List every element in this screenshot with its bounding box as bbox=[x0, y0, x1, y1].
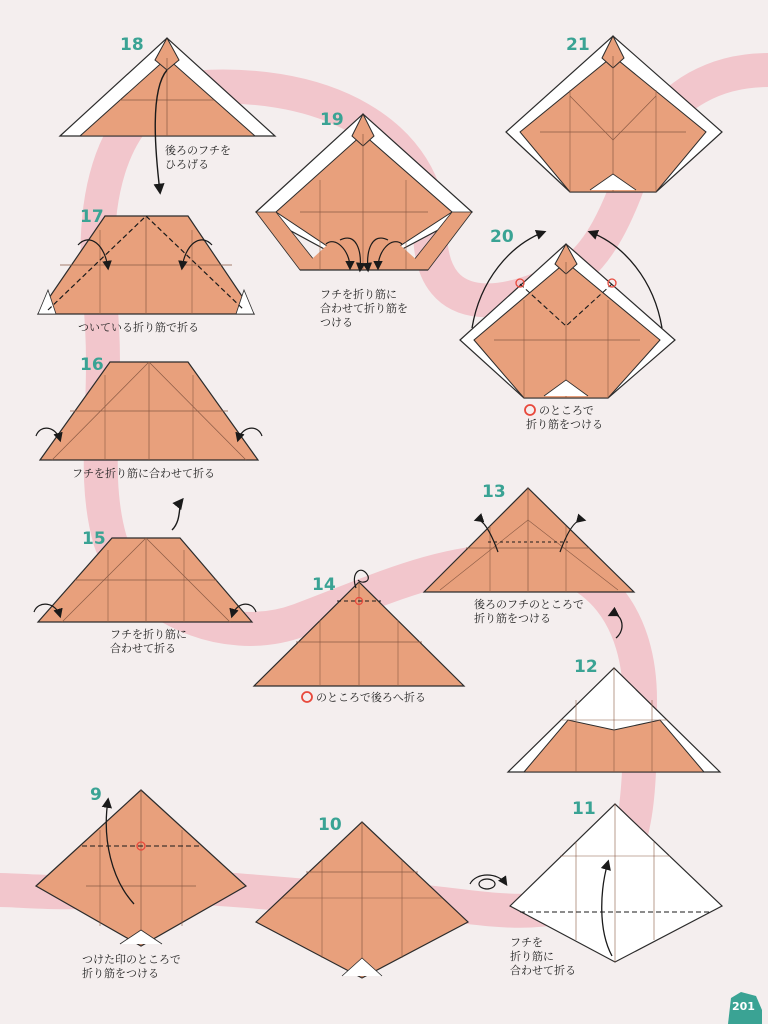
step-14-caption: のところで後ろへ折る bbox=[316, 691, 426, 704]
step-11-caption-2: 折り筋に bbox=[510, 950, 554, 963]
step-10-number: 10 bbox=[318, 815, 342, 835]
model-13-paper bbox=[424, 488, 634, 592]
step-13-caption-2: 折り筋をつける bbox=[474, 612, 551, 625]
step-15-number: 15 bbox=[82, 529, 106, 549]
step-14-number: 14 bbox=[312, 575, 336, 595]
step-9-caption-2: 折り筋をつける bbox=[82, 967, 159, 980]
step-20 bbox=[460, 227, 675, 431]
step-9-number: 9 bbox=[90, 785, 102, 805]
step-13-caption-1: 後ろのフチのところで bbox=[474, 598, 584, 611]
step-20-number: 20 bbox=[490, 227, 514, 247]
step-20-caption-1: のところで bbox=[539, 404, 594, 417]
step-21 bbox=[506, 35, 722, 192]
step-11-caption-3: 合わせて折る bbox=[510, 964, 576, 977]
step-19-caption-1: フチを折り筋に bbox=[320, 288, 397, 301]
step-18-number: 18 bbox=[120, 35, 144, 55]
step-11-caption-1: フチを bbox=[510, 936, 543, 949]
step-13-number: 13 bbox=[482, 482, 506, 502]
step-18-caption-2: ひろげる bbox=[165, 158, 209, 171]
step-11-number: 11 bbox=[572, 799, 596, 819]
page-number-badge bbox=[728, 992, 762, 1024]
step-18-caption-1: 後ろのフチを bbox=[165, 144, 231, 157]
step-16-caption: フチを折り筋に合わせて折る bbox=[72, 467, 215, 480]
step-19-number: 19 bbox=[320, 110, 344, 130]
step-16-number: 16 bbox=[80, 355, 104, 375]
mark-20-legend bbox=[525, 405, 535, 415]
step-12-number: 12 bbox=[574, 657, 598, 677]
turn-over-10-to-11 bbox=[470, 875, 506, 889]
step-17-number: 17 bbox=[80, 207, 104, 227]
step-11 bbox=[510, 799, 722, 977]
step-9-caption-1: つけた印のところで bbox=[82, 953, 181, 966]
step-17 bbox=[38, 207, 254, 334]
step-21-number: 21 bbox=[566, 35, 590, 55]
arrow-15-to-16 bbox=[172, 500, 182, 530]
page-number: 201 bbox=[732, 1000, 755, 1013]
step-17-caption: ついている折り筋で折る bbox=[78, 321, 199, 334]
step-20-caption-2: 折り筋をつける bbox=[526, 418, 603, 431]
mark-14-legend bbox=[302, 692, 312, 702]
step-19-caption-2: 合わせて折り筋を bbox=[320, 302, 408, 315]
step-16 bbox=[36, 355, 262, 480]
step-15-caption-2: 合わせて折る bbox=[110, 642, 176, 655]
step-12 bbox=[508, 657, 720, 772]
step-10 bbox=[256, 815, 468, 978]
step-15-caption-1: フチを折り筋に bbox=[110, 628, 187, 641]
step-9 bbox=[36, 785, 246, 980]
step-19-caption-3: つける bbox=[320, 316, 353, 329]
